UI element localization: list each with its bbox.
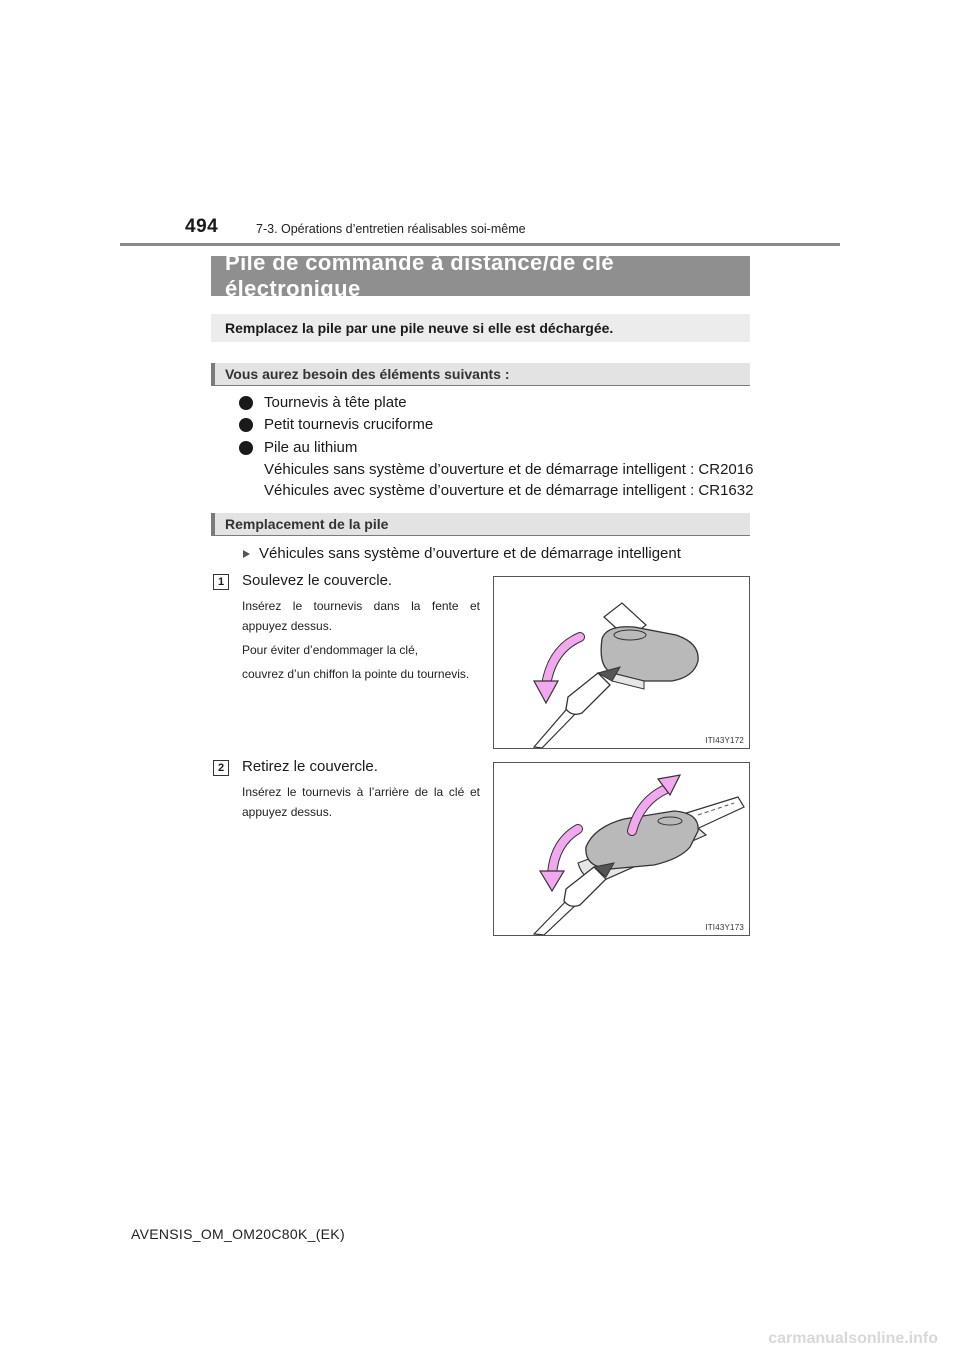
- image-code-1: ITI43Y172: [705, 736, 744, 745]
- bullet-icon: [239, 418, 253, 432]
- page-number: 494: [185, 216, 219, 237]
- step-1-desc-1: Insérez le tournevis dans la fente et appuyez dessus.: [242, 599, 480, 633]
- step-1-desc-2: Pour éviter d’endommager la clé,: [242, 643, 419, 657]
- header-rule: [120, 243, 840, 246]
- step-1-desc-3: couvrez d’un chiffon la pointe du tournevis.: [242, 667, 470, 681]
- battery-line-without: Véhicules sans système d’ouverture et de démarrage intelligent : CR2016: [264, 461, 754, 478]
- illustration-step-1: [493, 576, 750, 749]
- step-number-2: 2: [213, 760, 229, 776]
- list-item: Petit tournevis cruciforme: [239, 416, 433, 433]
- vehicle-type-subheading: Véhicules sans système d’ouverture et de démarrage intelligent: [243, 545, 681, 562]
- page-title: Pile de commande à distance/de clé électronique: [225, 250, 614, 301]
- list-item: Pile au lithium: [239, 439, 357, 456]
- key-remove-cover-illustration: [494, 763, 749, 935]
- document-code: AVENSIS_OM_OM20C80K_(EK): [131, 1226, 345, 1242]
- step-2-desc-1: Insérez le tournevis à l’arrière de la clé et appuyez dessus.: [242, 785, 480, 819]
- battery-line-with: Véhicules avec système d’ouverture et de démarrage intelligent : CR1632: [264, 482, 754, 499]
- step-1-title: Soulevez le couvercle.: [242, 572, 393, 589]
- step-2-title: Retirez le couvercle.: [242, 758, 378, 775]
- replacement-heading: Remplacement de la pile: [211, 513, 750, 536]
- step-number-1: 1: [213, 574, 229, 590]
- key-lift-cover-illustration: [494, 577, 749, 748]
- intro-box: Remplacez la pile par une pile neuve si elle est déchargée.: [211, 314, 750, 342]
- bullet-icon: [239, 441, 253, 455]
- watermark: carmanualsonline.info: [768, 1330, 938, 1347]
- section-header: 7-3. Opérations d’entretien réalisables soi-même: [256, 222, 526, 236]
- illustration-step-2: [493, 762, 750, 936]
- image-code-2: ITI43Y173: [705, 923, 744, 932]
- bullet-icon: [239, 396, 253, 410]
- page-title-bar: [211, 250, 750, 301]
- triangle-bullet-icon: [243, 550, 250, 558]
- needs-heading: Vous aurez besoin des éléments suivants :: [211, 363, 750, 386]
- list-item: Tournevis à tête plate: [239, 394, 407, 411]
